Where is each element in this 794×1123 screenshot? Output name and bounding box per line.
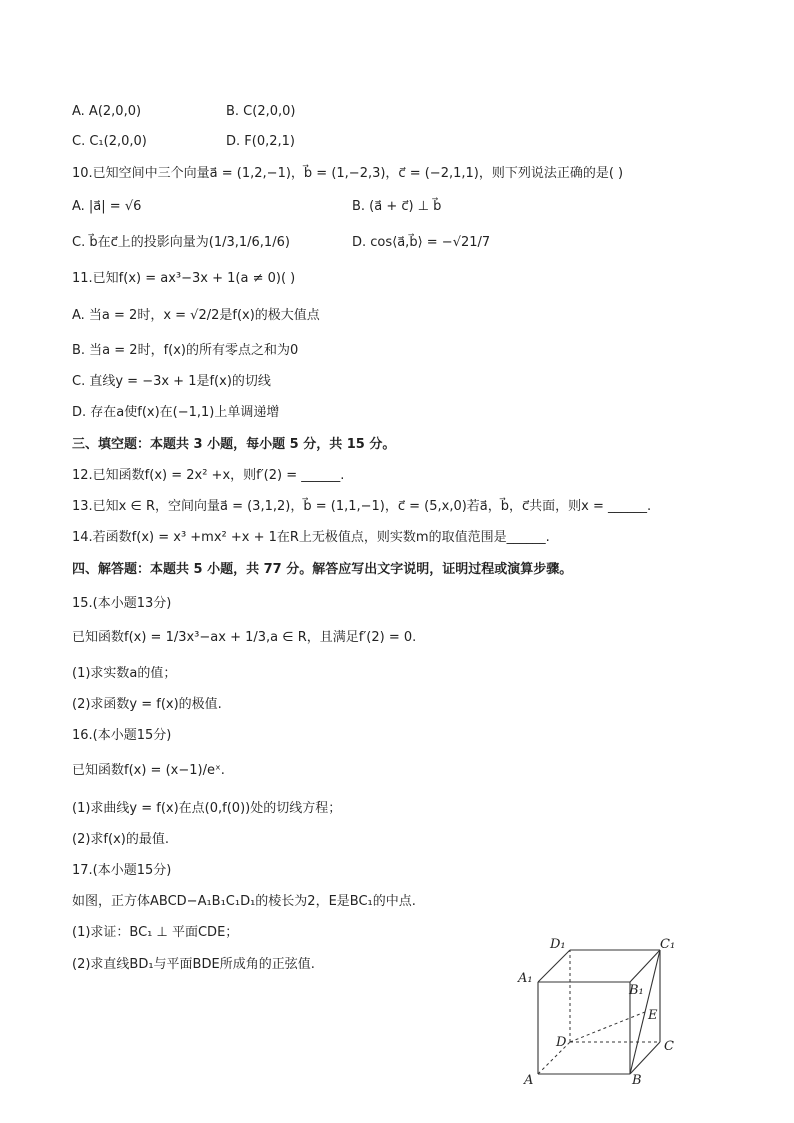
q17-part1: (1)求证：BC₁ ⊥ 平面CDE；	[72, 925, 239, 940]
q17-header: 17.(本小题15分)	[72, 863, 172, 878]
edge-c1-b1	[630, 950, 660, 982]
label-B: B	[632, 1073, 642, 1088]
label-C: C	[664, 1039, 674, 1054]
section-4-heading: 四、解答题：本题共 5 小题，共 77 分。解答应写出文字说明，证明过程或演算步骤。	[72, 562, 573, 577]
q15-header: 15.(本小题13分)	[72, 596, 172, 611]
edge-c-b	[630, 1042, 660, 1074]
q10-option-c: C. b⃗在c⃗上的投影向量为(1/3,1/6,1/6)	[72, 235, 290, 250]
section-3-heading: 三、填空题：本题共 3 小题，每小题 5 分，共 15 分。	[72, 437, 396, 452]
hidden-line-d-e	[570, 1012, 645, 1042]
q14-text: 14.若函数f(x) = x³ +mx² +x + 1在R上无极值点，则实数m的取值范围是______.	[72, 530, 550, 545]
q13-text: 13.已知x ∈ R，空间向量a⃗ = (3,1,2)，b⃗ = (1,1,−1)，c⃗ = (5,x,0)若a⃗，b⃗，c⃗共面，则x = ______.	[72, 499, 652, 514]
q15-part1: (1)求实数a的值；	[72, 666, 177, 681]
q12-text: 12.已知函数f(x) = 2x² +x，则f′(2) = ______.	[72, 468, 345, 483]
q11-option-b: B. 当a = 2时，f(x)的所有零点之和为0	[72, 343, 299, 358]
q11-option-a: A. 当a = 2时，x = √2/2是f(x)的极大值点	[72, 308, 320, 323]
q17-stem: 如图，正方体ABCD−A₁B₁C₁D₁的棱长为2，E是BC₁的中点.	[72, 894, 416, 909]
edge-a1-d1	[538, 950, 570, 982]
q11-option-d: D. 存在a使f(x)在(−1,1)上单调递增	[72, 405, 280, 420]
q16-header: 16.(本小题15分)	[72, 728, 172, 743]
label-E: E	[648, 1008, 658, 1023]
q11-option-c: C. 直线y = −3x + 1是f(x)的切线	[72, 374, 271, 389]
label-A1: A₁	[518, 971, 533, 986]
q10-option-a: A. |a⃗| = √6	[72, 199, 142, 214]
q11-stem: 11.已知f(x) = ax³−3x + 1(a ≠ 0)( )	[72, 271, 296, 286]
q9-option-c: C. C₁(2,0,0)	[72, 134, 147, 149]
q17-part2: (2)求直线BD₁与平面BDE所成角的正弦值.	[72, 957, 315, 972]
label-A: A	[524, 1073, 534, 1088]
q15-stem: 已知函数f(x) = 1/3x³−ax + 1/3,a ∈ R，且满足f′(2) = 0.	[72, 630, 417, 645]
q10-option-b: B. (a⃗ + c⃗) ⊥ b⃗	[352, 199, 442, 214]
label-D: D	[556, 1035, 567, 1050]
q10-stem: 10.已知空间中三个向量a⃗ = (1,2,−1)，b⃗ = (1,−2,3)，c⃗ = (−2,1,1)，则下列说法正确的是( )	[72, 166, 624, 181]
q15-part2: (2)求函数y = f(x)的极值.	[72, 697, 222, 712]
cube-figure	[510, 932, 690, 1092]
q16-stem: 已知函数f(x) = (x−1)/eˣ.	[72, 763, 225, 778]
label-B1: B₁	[629, 983, 644, 998]
q16-part2: (2)求f(x)的最值.	[72, 832, 169, 847]
q9-option-d: D. F(0,2,1)	[226, 134, 295, 149]
q9-option-a: A. A(2,0,0)	[72, 104, 142, 119]
label-C1: C₁	[660, 937, 676, 952]
q9-option-b: B. C(2,0,0)	[226, 104, 296, 119]
label-D1: D₁	[550, 937, 566, 952]
q16-part1: (1)求曲线y = f(x)在点(0,f(0))处的切线方程；	[72, 801, 342, 816]
q10-option-d: D. cos⟨a⃗,b⃗⟩ = −√21/7	[352, 235, 491, 250]
